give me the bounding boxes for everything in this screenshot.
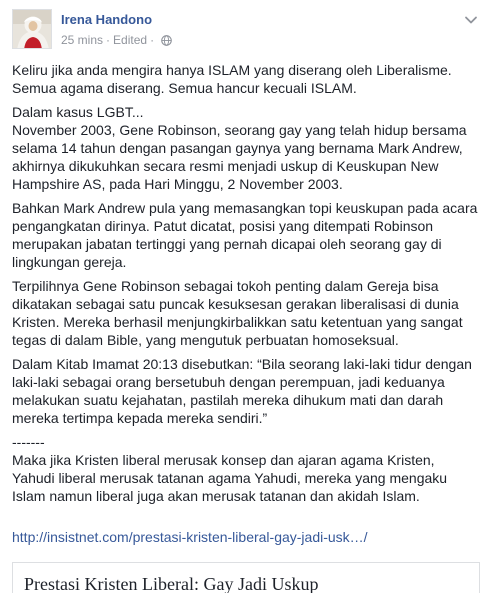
globe-icon[interactable] [161,35,172,46]
avatar[interactable] [12,9,52,49]
article-link[interactable]: http://insistnet.com/prestasi-kristen-liberal-gay-jadi-usk…/ [12,529,368,545]
author-name[interactable]: Irena Handono [61,12,153,27]
post-header [12,9,482,53]
profile-photo [13,10,52,49]
post-paragraph: Terpilihnya Gene Robinson sebagai tokoh penting dalam Gereja bisa dikatakan sebagai satu puncak kesuksesan gerakan liberalisasi di dunia Kristen. Mereka berhasil menjungkirbalikkan satu ketentuan yang sangat tegas di dalam Bible, yang mengutuk perbuatan homoseksual. [12,278,463,348]
post-paragraph: Dalam Kitab Imamat 20:13 disebutkan: “Bila seorang laki-laki tidur dengan laki-laki sebagai orang bersetubuh dengan perempuan, jadi keduanya melakukan suatu kejahatan, pastilah mereka dihukum mati dan darah mereka tertimpa kepada mereka sendiri.” [12,356,472,426]
edited-label[interactable]: Edited [113,33,148,47]
meta-separator: · [106,33,111,47]
meta-separator-2: · [150,33,155,47]
post-paragraph: ------- Maka jika Kristen liberal merusak konsep dan ajaran agama Kristen, Yahudi liberal merusak tatanan agama Yahudi, mereka yang mengaku Islam namun liberal juga akan merusak tatanan dan akidah Islam. [12,434,448,504]
post-timestamp[interactable]: 25 mins [61,33,104,47]
post-paragraph: Dalam kasus LGBT... November 2003, Gene Robinson, seorang gay yang telah hidup bersama selama 14 tahun dengan pasangan gaynya yang bernama Mark Andrew, akhirnya dikukuhkan secara resmi menjadi uskup di Keuskupan New Hampshire AS, pada Hari Minggu, 2 November 2003. [12,104,467,192]
chevron-down-icon[interactable] [464,13,478,27]
post-paragraph: Keliru jika anda mengira hanya ISLAM yang diserang oleh Liberalisme. Semua agama diserang. Semua hancur kecuali ISLAM. [12,62,452,96]
post-paragraph: Bahkan Mark Andrew pula yang memasangkan topi keuskupan pada acara pengangkatan dirinya. Patut dicatat, posisi yang ditempati Robinson merupakan jabatan tertinggi yang pernah dicapai oleh seorang gay di lingkungan gereja. [12,200,478,270]
link-preview-title[interactable]: Prestasi Kristen Liberal: Gay Jadi Uskup [24,574,319,593]
link-preview-card[interactable] [12,562,480,593]
post-body [12,61,480,505]
post-meta [61,33,172,47]
